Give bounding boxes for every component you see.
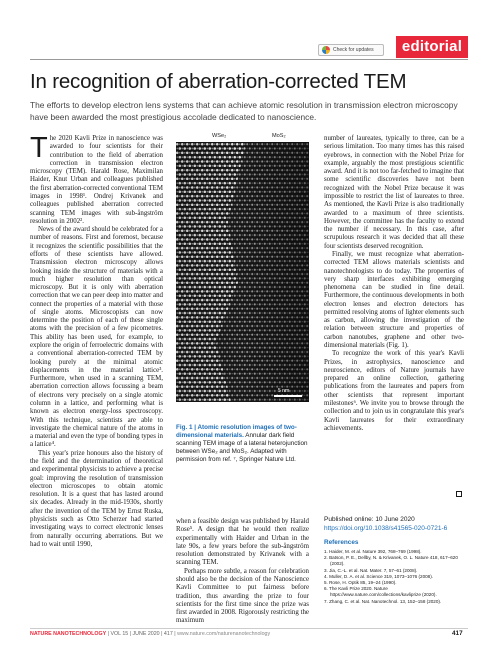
paragraph: This year's prize honours also the history of the field and the determination of theoretical and experimental physicists to achieve a precise goal: improving the resolution of transmission electron microscopes to obtain atomic resolution. It is a quest that has lasted around six decades. Already in the mid-1930s, shortly after the invention of the TEM by Ernst Ruska, physicists such as Otto Scherzer had started investigating ways to correct electronic lenses from naturally occurring aberrations. But we had to wait until 1990, — [30, 449, 163, 548]
header-divider — [30, 59, 468, 60]
issue-info: | VOL 15 | JUNE 2020 | 417 | — [106, 631, 178, 637]
check-for-updates-label: Check for updates — [333, 47, 374, 53]
reference-item[interactable]: 6. The Kavli Prize 2020. Nature https://www.nature.com/collections/kavliprize (2020). — [324, 586, 437, 598]
page-footer — [30, 631, 270, 637]
crossmark-icon — [322, 46, 330, 54]
paragraph-text: he 2020 Kavli Prize in nanoscience was awarded to four scientists for their contribution to the field of aberration correction in transmission electron microscopy (TEM). Harald Rose, Maximilan Haider, Knut Urban and colleagues published the first aberration-corrected conventional TEM images in 1998¹. Ondrej Krivanek and colleagues published aberration corrected scanning TEM images with sub-ångström resolution in 2002². — [30, 135, 163, 225]
paragraph: Perhaps more subtle, a reason for celebration should also be the decision of the Nanoscience Kavli Committee to put fairness before tradition, thus awarding the prize to four scientists for the first time since the prize was first awarded in 2008. Rigorously restricting the maximum — [176, 567, 309, 625]
end-of-article-mark — [456, 491, 462, 497]
scale-bar-label: 5 nm — [278, 388, 290, 394]
article-standfirst: The efforts to develop electron lens systems that can achieve atomic resolution in transmission electron microscopy have been awarded the most prestigious accolade dedicated to nanoscience. — [30, 100, 458, 122]
section-tag: editorial — [396, 36, 468, 58]
figure-label-wse2: WSe₂ — [212, 133, 227, 139]
dropcap: T — [30, 132, 48, 164]
reference-item[interactable]: 5. Rose, H. Optik 85, 19–24 (1990). — [324, 580, 397, 586]
figure-caption — [176, 424, 309, 464]
paragraph — [30, 132, 163, 226]
published-date: Published online: 10 June 2020 — [324, 516, 415, 523]
figure-label-mos2: MoS₂ — [272, 133, 286, 139]
doi-link[interactable]: https://doi.org/10.1038/s41565-020-0721-6 — [324, 524, 448, 532]
reference-item[interactable]: 7. Zhang, C. et al. Nat. Nanotechnol. 13, 152–158 (2020). — [324, 598, 442, 604]
body-column-2 — [176, 518, 309, 626]
article-title: In recognition of aberration-corrected TEM — [30, 70, 407, 93]
reference-item[interactable]: 2. Batson, P. E., Dellby, N. & Krivanek, O. L. Nature 418, 617–620 (2002). — [324, 555, 458, 567]
references-list — [324, 549, 464, 605]
reference-item[interactable]: 4. Muller, D. A. et al. Science 319, 1073–1076 (2008). — [324, 573, 434, 579]
reference-item[interactable]: 1. Haider, M. et al. Nature 392, 768–769 (1998). — [324, 549, 422, 554]
body-column-3 — [324, 135, 464, 433]
caption-lead: Fig. 1 | Atomic resolution images of two-dimensional materials. — [176, 424, 297, 439]
stem-micrograph — [176, 142, 309, 402]
footer-divider — [30, 628, 468, 629]
body-column-1 — [30, 132, 163, 549]
reference-item[interactable]: 3. Jia, C.-L. et al. Nat. Mater. 7, 57–61 (2008). — [324, 567, 418, 573]
publication-info — [324, 516, 464, 533]
journal-name: NATURE NANOTECHNOLOGY — [30, 631, 107, 637]
scale-bar — [274, 395, 302, 397]
paragraph: when a feasible design was published by Harald Rose⁵. A design that he would then realize experimentally with Haider and Urban in the late 90s, a few years before the sub-ångström resolution demonstrated by Krivanek with a scanning TEM. — [176, 518, 309, 567]
page-number: 417 — [452, 630, 463, 637]
paragraph: News of the award should be celebrated for a number of reasons. First and foremost, because it recognizes the scientific possibilities that the efforts of these scientists have allowed. Transmission electron microscopy allows looking inside the structure of materials with a much higher resolution than optical microscopy. But it is only with aberration correction that we can peer deep into matter and connect the properties of a material with those of single atoms. Microscopists can now determine the position of each of these single atoms with the precision of a few picometres. This ability has been used, for example, to explore the origin of ferroelectric domains with a conventional aberration-corrected TEM by looking purely at the minimal atomic displacements in the material lattice³. Furthermore, when used in a scanning TEM, aberration correction allows focussing a beam of electrons very precisely on a single atomic column in a lattice, and performing what is known as electron energy-loss spectroscopy. With this technique, scientists are able to investigate the chemical nature of the atoms in a material and even the type of bonding types in a lattice⁴. — [30, 226, 163, 449]
caption-body: Annular dark field scanning TEM image of a lateral heterojunction between WSe₂ and MoS₂. Adapted with permission from ref. ⁷, Springer Nature Ltd. — [176, 432, 308, 463]
check-for-updates-badge[interactable] — [318, 44, 384, 56]
paragraph: To recognize the work of this year's Kavli Prizes, in astrophysics, nanoscience and neuroscience, editors of Nature journals have prepared an online collection, gathering publications from the laureates and papers from other scientists that represent important milestones⁶. We invite you to browse through the collection and to join us in congratulate this year's Kavli laureates for their extraordinary achievements. — [324, 350, 464, 432]
references-heading: References — [324, 539, 359, 546]
journal-url[interactable]: www.nature.com/naturenanotechnology — [177, 631, 271, 637]
paragraph: number of laureates, typically to three, can be a serious limitation. Too many times has this raised eyebrows, in connection with the Nobel Prize for example, arguably the most prestigious scientific award. And it is not too far-fetched to imagine that some scientific discoveries have not been recognized with the Nobel Prize because it was impossible to restrict the list of laureates to three. As mentioned, the Kavli Prize is also traditionally awarded to a maximum of three scientists. However, the committee has the faculty to extend the number if necessary. In this case, after scrupulous research it was decided that all these four scientists deserved recognition. — [324, 135, 464, 250]
paragraph: Finally, we must recognize what aberration-corrected TEM allows materials scientists and nanotechnologists to do today. The properties of very sharp interfaces exhibiting emerging phenomena can be studied in fine detail. Furthermore, the continuous developments in both electron lenses and electron detectors has permitted resolving atoms of lighter elements such as carbon, allowing the investigation of the relation between structure and properties of carbon nanotubes, graphene and other two-dimensional materials (Fig. 1). — [324, 250, 464, 350]
